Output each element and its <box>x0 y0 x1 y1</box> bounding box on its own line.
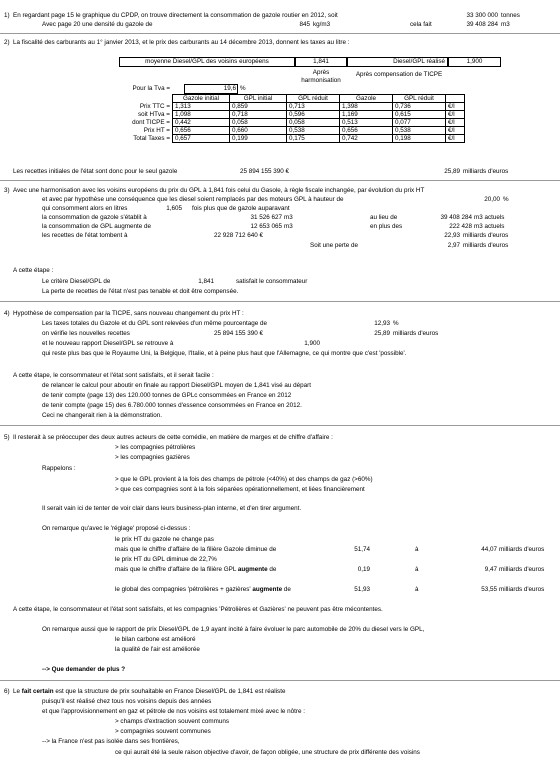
apres-compensation-header: Après compensation de TICPE <box>355 71 443 78</box>
s5-l3: > les compagnies gazières <box>115 454 190 461</box>
s4-e5: Ceci ne changerait rien à la démonstration. <box>42 412 163 419</box>
s2-recettes-md: 25,89 <box>444 168 460 175</box>
col-gpl-reduit-harm: GPL réduit <box>287 95 340 103</box>
s3-l3: qui consomment alors en litres <box>42 205 128 212</box>
s5-l9: mais que le chiffre d'affaire de la filière Gazole diminue de <box>115 546 277 553</box>
s3-l4-actuels: m3 actuels <box>474 214 505 221</box>
col-gazole-initial: Gazole initial <box>173 95 230 103</box>
s5-l11-a: à <box>415 566 419 573</box>
s5-question: --> Que demander de plus ? <box>42 666 126 673</box>
s3-perte-val: 2,97 <box>447 242 460 249</box>
s6-l4: > champs d'extraction souvent communs <box>115 718 230 725</box>
s3-critere: Le critère Diesel/GPL de <box>42 278 111 285</box>
s3-critere-val: 1,841 <box>198 278 214 285</box>
s3-l4-unit: m3 <box>284 214 293 221</box>
s4-l3: on vérifie les nouvelles recettes <box>42 330 130 337</box>
s5-l11: mais que le chiffre d'affaire de la filière GPL <box>115 566 237 573</box>
s6-l1-line <box>13 688 285 696</box>
s3-l5: la consommation de GPL augmente de <box>42 223 151 230</box>
realise-value-cell: 1,900 <box>448 57 501 67</box>
s3-l5-current: 222 428 <box>449 223 472 230</box>
s3-pct: 20,00 <box>484 196 500 203</box>
s5-e3: le bilan carbone est amélioré <box>115 636 196 643</box>
s5-e2: On remarque aussi que le rapport de prix Diesel/GPL de 1,9 ayant incité à faire évoluer le parc automobile de 20% du diesel vers le GPL, <box>42 626 425 633</box>
s6-l5: > compagnies souvent communes <box>115 728 211 735</box>
section-divider <box>0 301 560 302</box>
s4-l4-val: 1,900 <box>304 340 320 347</box>
section-1-number: 1) <box>4 12 10 19</box>
tva-value-cell: 19,6 <box>184 84 238 94</box>
s5-l11-unit: milliards d'euros <box>499 566 545 573</box>
s3-l6-val: 22 928 712 640 € <box>214 232 264 239</box>
s6-l2: puisqu'il est réalisé chez tous nos voisins depuis des années <box>42 698 212 705</box>
s5-l12-unit: milliards d'euros <box>499 586 545 593</box>
s3-l3-b: fois plus que de gazole auparavant <box>192 205 290 212</box>
s4-l2-val: 12,93 <box>374 320 390 327</box>
section-6-number: 6) <box>4 688 10 695</box>
s3-l3-val: 1,605 <box>166 205 182 212</box>
s6-fait-certain: fait certain <box>21 688 54 695</box>
s5-l9-to: 44,07 <box>481 546 497 553</box>
s1-density-unit: kg/m3 <box>313 21 331 28</box>
section-2-number: 2) <box>4 39 10 46</box>
s5-l11-to: 9,47 <box>484 566 497 573</box>
table-row: dont TICPE = 0,442 0,058 0,058 0,513 0,077 €/l <box>118 119 465 127</box>
s3-perte-unit: milliards d'euros <box>463 242 509 249</box>
s3-l5-val: 12 653 065 <box>250 223 282 230</box>
section-5-number: 5) <box>4 434 10 441</box>
table-header-row <box>118 95 465 103</box>
section-3-number: 3) <box>4 187 10 194</box>
s1-m3-unit: m3 <box>501 21 510 28</box>
section-divider <box>0 680 560 681</box>
s5-l5: > que ces compagnies sont à la fois séparées opérationnellement, et liées financièrement <box>115 486 365 493</box>
s5-l12-augmente: augmente <box>252 586 283 593</box>
s5-rappelons: Rappelons : <box>42 465 76 472</box>
s5-e4: la qualité de l'air est améliorée <box>115 646 200 653</box>
table-row: soit HTva = 1,098 0,718 0,596 1,169 0,615 €/l <box>118 111 465 119</box>
s3-etape: A cette étape : <box>13 267 54 274</box>
s4-e3: de tenir compte (page 13) des 120.000 tonnes de GPLc consommées en France en 2012 <box>42 392 292 399</box>
s5-l12-line <box>115 586 291 594</box>
s5-l11-augmente: augmente <box>237 566 268 573</box>
s2-intro: La fiscalité des carburants au 1° janvier 2013, et le prix des carburants au 14 décembre 2013, donnent les taxes au litre : <box>13 39 350 46</box>
s5-l4: > que le GPL provient à la fois des champs de pétrole (<40%) et des champs de gaz (>60%) <box>115 476 373 483</box>
s5-l11-de: de <box>269 566 277 573</box>
s3-perte: Soit une perte de <box>310 242 358 249</box>
tva-unit: % <box>240 85 246 92</box>
s1-cela-fait: cela fait <box>410 21 432 28</box>
s5-l6: Il serait vain ici de tenter de voir clair dans leurs business-plan interne, et d'en tirer argument. <box>42 505 302 512</box>
s4-l4: et le nouveau rapport Diesel/GPL se retrouve à <box>42 340 174 347</box>
table-row: Prix HT = 0,656 0,660 0,538 0,656 0,538 €/l <box>118 127 465 135</box>
s5-l9-a: à <box>415 546 419 553</box>
s5-l9-unit: milliards d'euros <box>499 546 545 553</box>
col-gpl-reduit-comp: GPL réduit <box>393 95 446 103</box>
s4-l2: Les taxes totales du Gazole et du GPL sont relevées d'un même pourcentage de <box>42 320 267 327</box>
col-gpl-initial: GPL initial <box>230 95 287 103</box>
s4-l1: Hypothèse de compensation par la TICPE, sans nouveau changement du prix HT : <box>13 310 244 317</box>
table-row: Total Taxes = 0,657 0,199 0,175 0,742 0,198 €/l <box>118 135 465 143</box>
s5-l12: le global des compagnies 'pétrolières + gazières' <box>115 586 251 593</box>
s3-l1: Avec une harmonisation avec les voisins européens du prix du GPL à 1,841 fois celui du Gasole, à règle fiscale inchangée, par évolution du prix HT <box>13 187 425 194</box>
apres-harmonisation-header: Après harmonisation <box>301 69 341 84</box>
fiscal-table <box>118 94 465 143</box>
s3-l2: et avec par hypothèse une conséquence que les diesel soient remplacés par des moteurs GPL à hauteur de <box>42 196 344 203</box>
s3-l6-md: 22,93 <box>444 232 460 239</box>
s4-l3-val: 25 894 155 390 € <box>214 330 264 337</box>
s6-l1c: est que la structure de prix souhaitable en France Diesel/GPL de 1,841 est réaliste <box>55 688 286 695</box>
s4-e4: de tenir compte (page 15) des 6.780.000 tonnes d'essence consommées en France en 2012. <box>42 402 302 409</box>
s3-l5-en-plus: en plus des <box>370 223 403 230</box>
s5-l12-to: 53,55 <box>481 586 497 593</box>
s5-l12-val: 51,93 <box>354 586 370 593</box>
s3-l4-current: 39 408 284 <box>440 214 472 221</box>
s4-l5: qui reste plus bas que le Royaume Uni, la Belgique, l'Italie, et à peine plus haut que l'Allemagne, ce qui montre que c'est 'possible'. <box>42 350 407 357</box>
s1-tonnes-unit: tonnes <box>501 12 520 19</box>
section-divider <box>0 425 560 426</box>
s3-pct-unit: % <box>503 196 509 203</box>
s3-l6: les recettes de l'état tombent à <box>42 232 128 239</box>
s3-satisfait: satisfait le consommateur <box>236 278 308 285</box>
s1-line2: Avec page 20 une densité du gazole de <box>42 21 153 28</box>
s5-l12-a: à <box>415 586 419 593</box>
s5-e1: A cette étape, le consommateur et l'état sont satisfaits, et les compagnies 'Pétrolières et Gazières' ne peuvent pas être mécontentes. <box>13 606 383 613</box>
s4-l3-unit: milliards d'euros <box>393 330 439 337</box>
s2-md-unit: milliards d'euros <box>463 168 509 175</box>
s1-tonnes-value: 33 300 000 <box>466 12 498 19</box>
s6-l3: et que l'approvisionnement en gaz et pétrole de nos voisins est totalement mixé avec le nôtre : <box>42 708 306 715</box>
s4-e2: de relancer le calcul pour aboutir en finale au rapport Diesel/GPL moyen de 1,841 visé au départ <box>42 382 311 389</box>
s5-l11-line <box>115 566 276 574</box>
section-4-number: 4) <box>4 310 10 317</box>
s5-l8: le prix HT du gazole ne change pas <box>115 536 214 543</box>
s1-m3-value: 39 408 284 <box>466 21 498 28</box>
s3-l6-unit: milliards d'euros <box>463 232 509 239</box>
s3-l4-au-lieu: au lieu de <box>370 214 398 221</box>
s4-l2-unit: % <box>393 320 399 327</box>
s4-e1: A cette étape, le consommateur et l'état sont satisfaits, et il serait facile : <box>13 372 214 379</box>
tva-label: Pour la Tva = <box>132 85 170 92</box>
col-gazole-comp: Gazole <box>340 95 393 103</box>
s6-l7: ce qui aurait été la seule raison objective d'avoir, de façon obligée, une structure de prix différente des voisins <box>115 749 420 756</box>
section-divider <box>0 180 560 181</box>
s3-perte-recettes: La perte de recettes de l'état n'est pas tenable et doit être compensée. <box>42 288 239 295</box>
s5-l2: > les compagnies pétrolières <box>115 444 196 451</box>
section-divider <box>0 33 560 34</box>
s3-l5-actuels: m3 actuels <box>474 223 505 230</box>
s2-recettes-value: 25 894 155 390 € <box>240 168 290 175</box>
s5-l11-val: 0,19 <box>357 566 370 573</box>
table-row: Prix TTC = 1,313 0,859 0,713 1,398 0,736 €/l <box>118 103 465 111</box>
s3-l4-val: 31 526 627 <box>250 214 282 221</box>
s5-l7: On remarque qu'avec le 'réglage' proposé ci-dessus : <box>42 525 191 532</box>
s5-l9-val: 51,74 <box>354 546 370 553</box>
s1-line1: En regardant page 15 le graphique du CPDP, on trouve directement la consommation de gazole routier en 2012, soit <box>13 12 338 19</box>
s6-l6: --> la France n'est pas isolée dans ses frontières, <box>42 738 180 745</box>
s4-l3-md: 25,89 <box>374 330 390 337</box>
realise-label-cell: Diesel/GPL réalisé <box>347 57 448 67</box>
s5-l1: Il resterait à se préoccuper des deux autres acteurs de cette comédie, en matière de marges et de chiffre d'affaire : <box>13 434 333 441</box>
s3-l5-unit: m3 <box>284 223 293 230</box>
s2-recettes: Les recettes initiales de l'état sont donc pour le seul gazole <box>13 168 178 175</box>
s1-density: 845 <box>299 21 310 28</box>
s5-l12-de: de <box>283 586 291 593</box>
s6-l1a: Le <box>13 688 21 695</box>
s3-l4: la consommation de gazole s'établit à <box>42 214 147 221</box>
moyenne-value-cell: 1,841 <box>295 57 347 67</box>
moyenne-label-cell: moyenne Diesel/GPL des voisins européens <box>119 57 295 67</box>
s5-l10: le prix HT du GPL diminue de 22,7% <box>115 556 217 563</box>
